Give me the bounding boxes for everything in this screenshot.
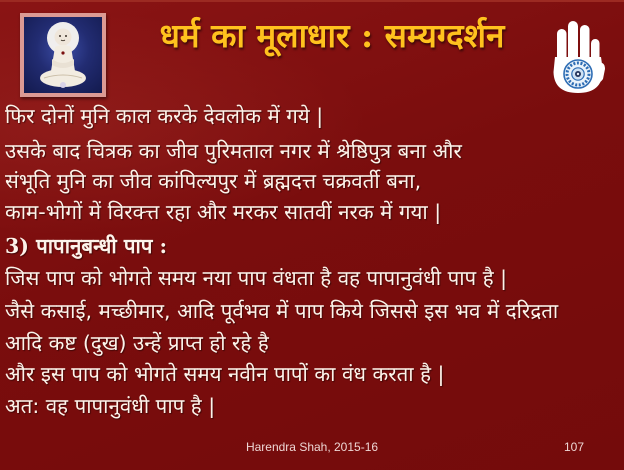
body-line-8: आदि कष्ट (दुख) उन्हें प्राप्त हो रहे है [5, 331, 269, 355]
body-line-3: संभूति मुनि का जीव कांपिल्यपुर में ब्रह्मदत्त चक्रवर्ती बना, [5, 169, 422, 193]
body-line-6: जिस पाप को भोगते समय नया पाप वंधता है वह पापानुवंधी पाप है | [5, 266, 508, 290]
tirthankara-meditation-image [24, 17, 102, 93]
body-line-4: काम-भोगों में विरक्त्त रहा और मरकर सातवीं नरक में गया | [5, 200, 442, 224]
footer-credit: Harendra Shah, 2015-16 [245, 440, 379, 454]
body-line-2: उसके बाद चित्रक का जीव पुरिमताल नगर में श्रेष्ठिपुत्र बना और [5, 139, 462, 163]
ahimsa-hand-icon [547, 17, 611, 99]
tirthankara-figure-icon [24, 17, 102, 93]
tirthankara-image-frame [20, 13, 106, 97]
page-number: 107 [563, 440, 584, 454]
body-line-1: फिर दोनों मुनि काल करके देवलोक में गये | [5, 104, 324, 128]
slide-title: धर्म का मूलाधार : सम्यग्दर्शन [159, 16, 505, 55]
section-heading: 3) पापानुबन्धी पाप : [5, 234, 168, 258]
body-line-10: अत: वह पापानुवंधी पाप है | [5, 394, 216, 418]
body-line-9: और इस पाप को भोगते समय नवीन पापों का वंध करता है | [5, 362, 445, 386]
body-line-7: जैसे कसाई, मच्छीमार, आदि पूर्वभव में पाप किये जिससे इस भव में दरिद्रता [5, 299, 559, 323]
